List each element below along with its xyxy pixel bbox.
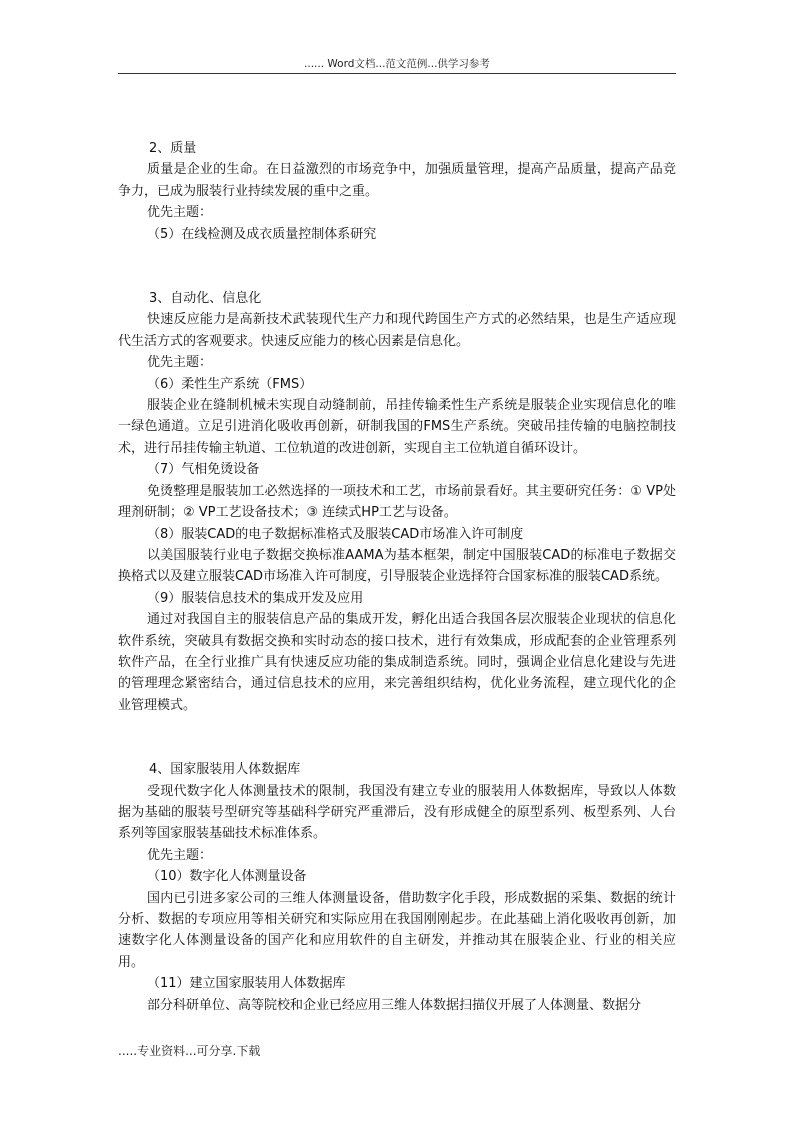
- topic-heading: （11）建立国家服装用人体数据库: [147, 976, 346, 992]
- section-gap: [118, 716, 676, 759]
- section-gap: [118, 245, 676, 288]
- priority-label: 优先主题：: [147, 355, 213, 371]
- page-footer: .....专业资料...可分享.下载: [118, 1044, 261, 1058]
- paragraph: 免烫整理是服装加工必然选择的一项技术和工艺，市场前景看好。其主要研究任务：① VP处理剂研制；② VP工艺设备技术；③ 连续式HP工艺与设备。: [118, 483, 676, 521]
- paragraph: 服装企业在缝制机械未实现自动缝制前，吊挂传输柔性生产系统是服装企业实现信息化的唯一绿色通道。立足引进消化吸收再创新，研制我国的FMS生产系统。突破吊挂传输的电脑控制技术，进行吊挂传输主轨道、工位轨道的改进创新，实现自主工位轨道自循环设计。: [118, 398, 676, 456]
- topic-heading: （9）服装信息技术的集成开发及应用: [147, 590, 364, 606]
- paragraph: 国内已引进多家公司的三维人体测量设备，借助数字化手段，形成数据的采集、数据的统计分析、数据的专项应用等相关研究和实际应用在我国刚刚起步。在此基础上消化吸收再创新，加速数字化人体测量设备的国产化和应用软件的自主研发，并推动其在服装企业、行业的相关应用。: [118, 890, 676, 970]
- topic-heading: （7）气相免烫设备: [147, 462, 260, 478]
- paragraph: 受现代数字化人体测量技术的限制，我国没有建立专业的服装用人体数据库，导致以人体数据为基础的服装号型研究等基础科学研究严重滞后，没有形成健全的原型系列、板型系列、人台系列等国家服装基础技术标准体系。: [118, 783, 676, 842]
- section-heading-quality: 2、质量: [149, 141, 197, 156]
- topic-heading: （8）服装CAD的电子数据标准格式及服装CAD市场准入许可制度: [147, 526, 524, 542]
- topic-heading: （6）柔性生产系统（FMS）: [147, 376, 313, 392]
- section-heading-automation: 3、自动化、信息化: [149, 291, 262, 307]
- paragraph: 部分科研单位、高等院校和企业已经应用三维人体数据扫描仪开展了人体测量、数据分: [147, 997, 642, 1013]
- section-heading-database: 4、国家服装用人体数据库: [149, 762, 301, 778]
- priority-label: 优先主题：: [147, 847, 213, 863]
- header-rule: [118, 73, 676, 74]
- page-header: ...... Word文档...范文范例...供学习参考: [304, 58, 490, 70]
- paragraph: 通过对我国自主的服装信息产品的集成开发，孵化出适合我国各层次服装企业现状的信息化软件系统，突破具有数据交换和实时动态的接口技术，进行有效集成，形成配套的企业管理系列软件产品，在全行业推广具有快速反应功能的集成制造系统。同时，强调企业信息化建设与先进的管理理念紧密结合，通过信息技术的应用，来完善组织结构，优化业务流程，建立现代化的企业管理模式。: [118, 612, 676, 713]
- priority-label: 优先主题：: [147, 205, 213, 221]
- document-body: [118, 138, 676, 1016]
- topic-heading: （10）数字化人体测量设备: [147, 869, 307, 885]
- paragraph: 以美国服装行业电子数据交换标准AAMA为基本框架，制定中国服装CAD的标准电子数据交换格式以及建立服装CAD市场准入许可制度，引导服装企业选择符合国家标准的服装CAD系统。: [118, 547, 676, 585]
- paragraph: 快速反应能力是高新技术武装现代生产力和现代跨国生产方式的必然结果，也是生产适应现代生活方式的客观要求。快速反应能力的核心因素是信息化。: [118, 312, 676, 349]
- paragraph: 质量是企业的生命。在日益激烈的市场竞争中，加强质量管理，提高产品质量，提高产品竞争力，已成为服装行业持续发展的重中之重。: [118, 162, 676, 199]
- topic-heading: （5）在线检测及成衣质量控制体系研究: [147, 226, 377, 242]
